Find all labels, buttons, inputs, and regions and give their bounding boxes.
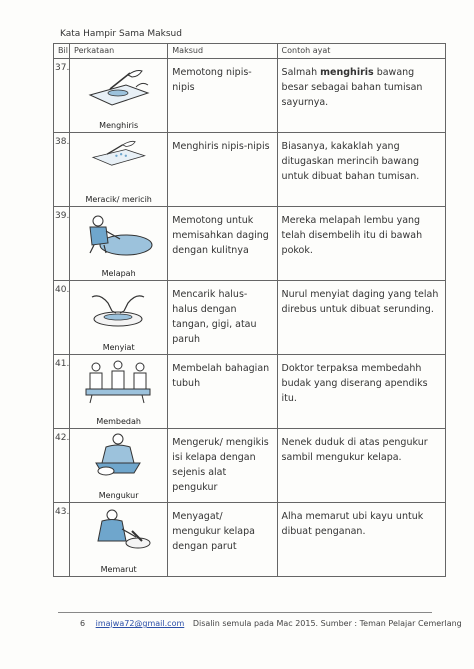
source-note: Disalin semula pada Mac 2015. Sumber : Teman Pelajar Cemerlang xyxy=(192,619,462,628)
example-cell: Nurul menyiat daging yang telah direbus untuk dibuat serunding. xyxy=(277,281,445,355)
table-row xyxy=(54,207,446,281)
table-row xyxy=(54,281,446,355)
row-number: 41. xyxy=(54,355,70,429)
vocabulary-table xyxy=(53,43,446,577)
row-number: 39. xyxy=(54,207,70,281)
example-text-post: bawang besar sebagai bahan tumisan sayurnya. xyxy=(281,67,423,108)
table-row xyxy=(54,355,446,429)
meaning-cell: Memotong nipis-nipis xyxy=(168,59,277,133)
example-cell xyxy=(277,59,445,133)
table-row xyxy=(54,59,446,133)
word-cell xyxy=(70,281,168,355)
word-label: Meracik/ mericih xyxy=(85,195,152,204)
meaning-cell: Mengeruk/ mengikis isi kelapa dengan sejenis alat pengukur xyxy=(168,429,277,503)
word-label: Menghiris xyxy=(99,121,139,130)
meaning-cell: Mencarik halus-halus dengan tangan, gigi, atau paruh xyxy=(168,281,277,355)
word-label: Menyiat xyxy=(102,343,135,352)
word-cell xyxy=(70,429,168,503)
page-number: 6 xyxy=(80,619,86,628)
word-cell xyxy=(70,207,168,281)
footer xyxy=(80,619,462,628)
header-contoh-ayat: Contoh ayat xyxy=(277,44,445,59)
meaning-cell: Membelah bahagian tubuh xyxy=(168,355,277,429)
shredding-hands-icon xyxy=(76,285,160,331)
meaning-cell: Menyagat/ mengukur kelapa dengan parut xyxy=(168,503,277,577)
word-cell xyxy=(70,355,168,429)
example-cell: Mereka melapah lembu yang telah disembelih itu di bawah pokok. xyxy=(277,207,445,281)
example-text-pre: Salmah xyxy=(281,67,321,78)
word-label: Mengukur xyxy=(98,491,139,500)
page-title: Kata Hampir Sama Maksud xyxy=(60,29,182,39)
knife-chopping-icon xyxy=(76,137,160,173)
knife-slicing-icon xyxy=(76,63,160,109)
word-cell xyxy=(70,133,168,207)
table-row xyxy=(54,429,446,503)
word-label: Memarut xyxy=(100,565,137,574)
coconut-grater-icon xyxy=(76,433,160,479)
word-label: Membedah xyxy=(96,417,141,426)
butcher-icon xyxy=(76,211,160,257)
header-maksud: Maksud xyxy=(168,44,277,59)
row-number: 42. xyxy=(54,429,70,503)
row-number: 43. xyxy=(54,503,70,577)
header-perkataan: Perkataan xyxy=(70,44,168,59)
example-cell: Alha memarut ubi kayu untuk dibuat penganan. xyxy=(277,503,445,577)
table-row xyxy=(54,133,446,207)
grating-icon xyxy=(76,507,160,553)
table-header-row xyxy=(54,44,446,59)
word-cell xyxy=(70,503,168,577)
row-number: 38. xyxy=(54,133,70,207)
example-cell: Nenek duduk di atas pengukur sambil mengukur kelapa. xyxy=(277,429,445,503)
word-cell xyxy=(70,59,168,133)
surgery-icon xyxy=(76,359,160,405)
example-cell: Biasanya, kakaklah yang ditugaskan merincih bawang untuk dibuat bahan tumisan. xyxy=(277,133,445,207)
table-row xyxy=(54,503,446,577)
meaning-cell: Menghiris nipis-nipis xyxy=(168,133,277,207)
row-number: 37. xyxy=(54,59,70,133)
header-bil: Bil xyxy=(54,44,70,59)
footer-divider xyxy=(58,612,432,613)
word-label: Melapah xyxy=(101,269,136,278)
meaning-cell: Memotong untuk memisahkan daging dengan kulitnya xyxy=(168,207,277,281)
email-link[interactable]: imajwa72@gmail.com xyxy=(95,619,185,628)
row-number: 40. xyxy=(54,281,70,355)
example-highlight: menghiris xyxy=(320,67,374,78)
example-cell: Doktor terpaksa membedahh budak yang diserang apendiks itu. xyxy=(277,355,445,429)
